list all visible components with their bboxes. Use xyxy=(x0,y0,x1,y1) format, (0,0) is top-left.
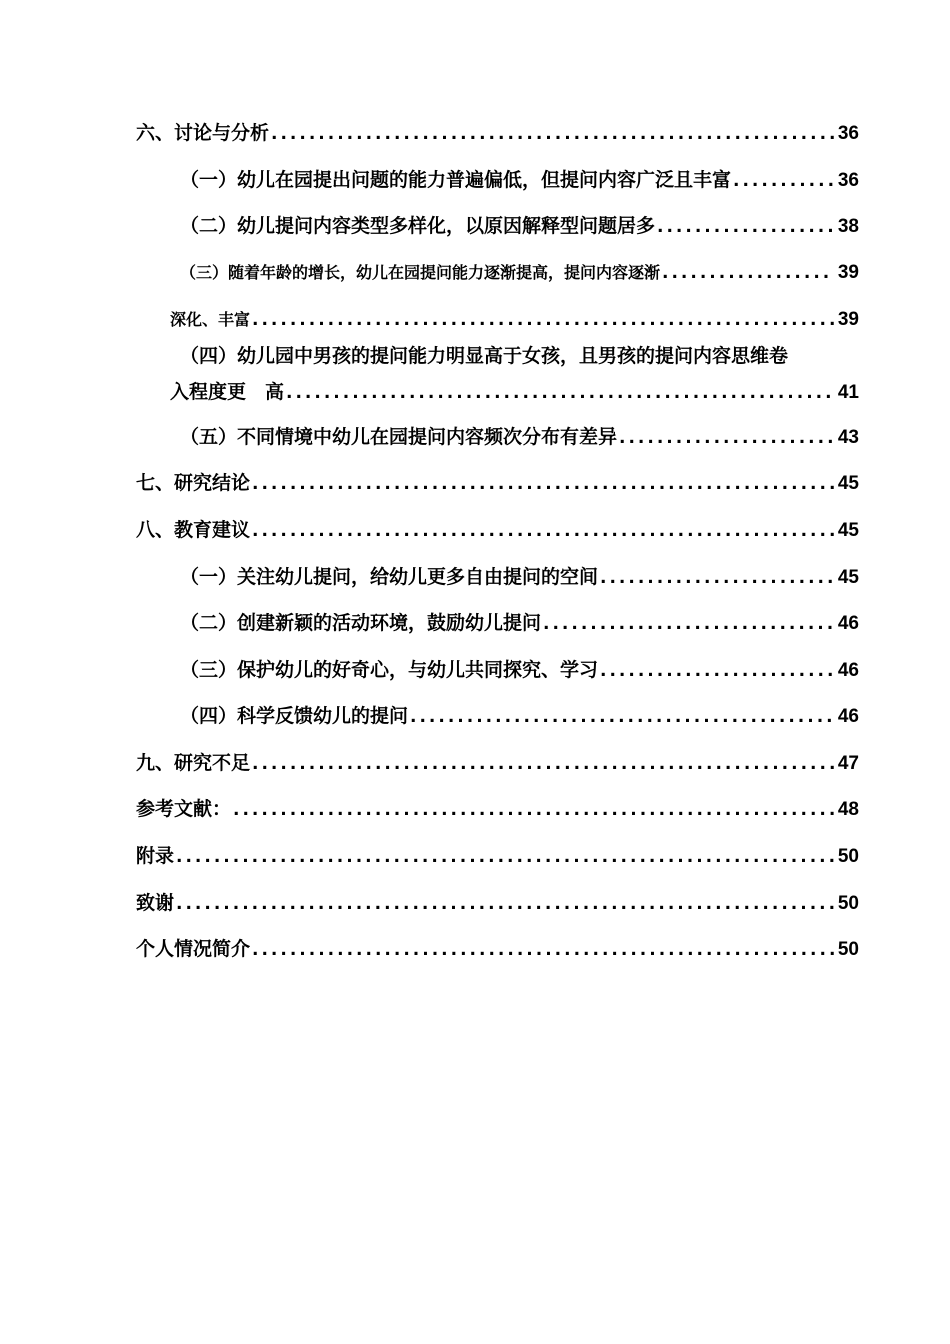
toc-page-number: 46 xyxy=(837,706,859,727)
toc-entry-title: （五）不同情境中幼儿在园提问内容频次分布有差异 xyxy=(180,426,618,448)
toc-entry-limitations[interactable] xyxy=(136,751,859,776)
toc-entry-title: 参考文献： xyxy=(136,798,232,820)
toc-dot-leader xyxy=(176,845,834,869)
toc-entry-6-4-line1[interactable]: （四）幼儿园中男孩的提问能力明显高于女孩，且男孩的提问内容思维卷 xyxy=(180,345,789,367)
toc-page-number: 47 xyxy=(837,753,859,774)
toc-dot-leader xyxy=(600,659,834,683)
toc-page-number: 46 xyxy=(837,613,859,634)
toc-dot-leader xyxy=(657,215,834,239)
toc-entry-6-3[interactable] xyxy=(180,261,859,285)
toc-page-number: 39 xyxy=(837,262,859,283)
toc-entry-8-2[interactable] xyxy=(180,611,859,636)
toc-entry-suggestions[interactable] xyxy=(136,518,859,543)
toc-entry-title: （四）科学反馈幼儿的提问 xyxy=(180,705,409,727)
toc-entry-title: 深化、丰富 xyxy=(170,310,251,329)
toc-dot-leader xyxy=(733,169,834,193)
toc-dot-leader xyxy=(619,426,834,450)
toc-dot-leader xyxy=(252,308,834,332)
toc-dot-leader xyxy=(662,261,834,285)
toc-page-number: 45 xyxy=(837,567,859,588)
toc-page-number: 45 xyxy=(837,473,859,494)
toc-page-number: 39 xyxy=(837,309,859,330)
toc-dot-leader xyxy=(252,519,834,543)
toc-entry-title: （二）幼儿提问内容类型多样化，以原因解释型问题居多 xyxy=(180,215,656,237)
toc-dot-leader xyxy=(233,798,834,822)
toc-dot-leader xyxy=(286,381,834,405)
toc-page-number: 38 xyxy=(837,216,859,237)
toc-entry-6-5[interactable] xyxy=(180,425,859,450)
toc-dot-leader xyxy=(252,752,834,776)
toc-entry-title: 入程度更 高 xyxy=(170,381,285,403)
toc-dot-leader xyxy=(543,612,834,636)
toc-dot-leader xyxy=(410,705,834,729)
toc-entry-conclusion[interactable] xyxy=(136,471,859,496)
toc-page-number: 43 xyxy=(837,427,859,448)
toc-entry-title: 个人情况简介 xyxy=(136,938,251,960)
toc-page-number: 50 xyxy=(837,846,859,867)
toc-dot-leader xyxy=(271,122,834,146)
toc-entry-title: （二）创建新颖的活动环境，鼓励幼儿提问 xyxy=(180,612,542,634)
toc-entry-title: 九、研究不足 xyxy=(136,752,251,774)
toc-entry-6-1[interactable] xyxy=(180,168,859,193)
toc-page-number: 50 xyxy=(837,893,859,914)
toc-page-number: 36 xyxy=(837,170,859,191)
toc-dot-leader xyxy=(600,566,834,590)
toc-dot-leader xyxy=(176,892,834,916)
toc-entry-6-4[interactable] xyxy=(170,380,859,405)
toc-entry-title: 致谢 xyxy=(136,892,175,914)
toc-page-number: 46 xyxy=(837,660,859,681)
toc-entry-author-profile[interactable] xyxy=(136,937,859,962)
toc-entry-6-2[interactable] xyxy=(180,214,859,239)
toc-entry-title: （一）幼儿在园提出问题的能力普遍偏低，但提问内容广泛且丰富 xyxy=(180,169,732,191)
toc-entry-title: 八、教育建议 xyxy=(136,519,251,541)
toc-entry-title: （三）随着年龄的增长，幼儿在园提问能力逐渐提高，提问内容逐渐 xyxy=(180,263,661,282)
toc-entry-appendix[interactable] xyxy=(136,844,859,869)
toc-entry-references[interactable] xyxy=(136,797,859,822)
toc-entry-title: 附录 xyxy=(136,845,175,867)
toc-entry-6-3-cont[interactable] xyxy=(170,308,859,332)
toc-entry-8-3[interactable] xyxy=(180,658,859,683)
toc-entry-acknowledgements[interactable] xyxy=(136,891,859,916)
toc-entry-8-4[interactable] xyxy=(180,704,859,729)
toc-page-number: 48 xyxy=(837,799,859,820)
toc-page-number: 41 xyxy=(837,382,859,403)
toc-page-number: 36 xyxy=(837,123,859,144)
toc-page-number: 50 xyxy=(837,939,859,960)
toc-page-number: 45 xyxy=(837,520,859,541)
toc-entry-8-1[interactable] xyxy=(180,565,859,590)
toc-entry-title: （三）保护幼儿的好奇心，与幼儿共同探究、学习 xyxy=(180,659,599,681)
toc-entry-title: （一）关注幼儿提问，给幼儿更多自由提问的空间 xyxy=(180,566,599,588)
toc-dot-leader xyxy=(252,472,834,496)
toc-entry-title: 六、讨论与分析 xyxy=(136,122,270,144)
toc-dot-leader xyxy=(252,938,834,962)
toc-entry-title: 七、研究结论 xyxy=(136,472,251,494)
toc-entry-discussion[interactable] xyxy=(136,121,859,146)
